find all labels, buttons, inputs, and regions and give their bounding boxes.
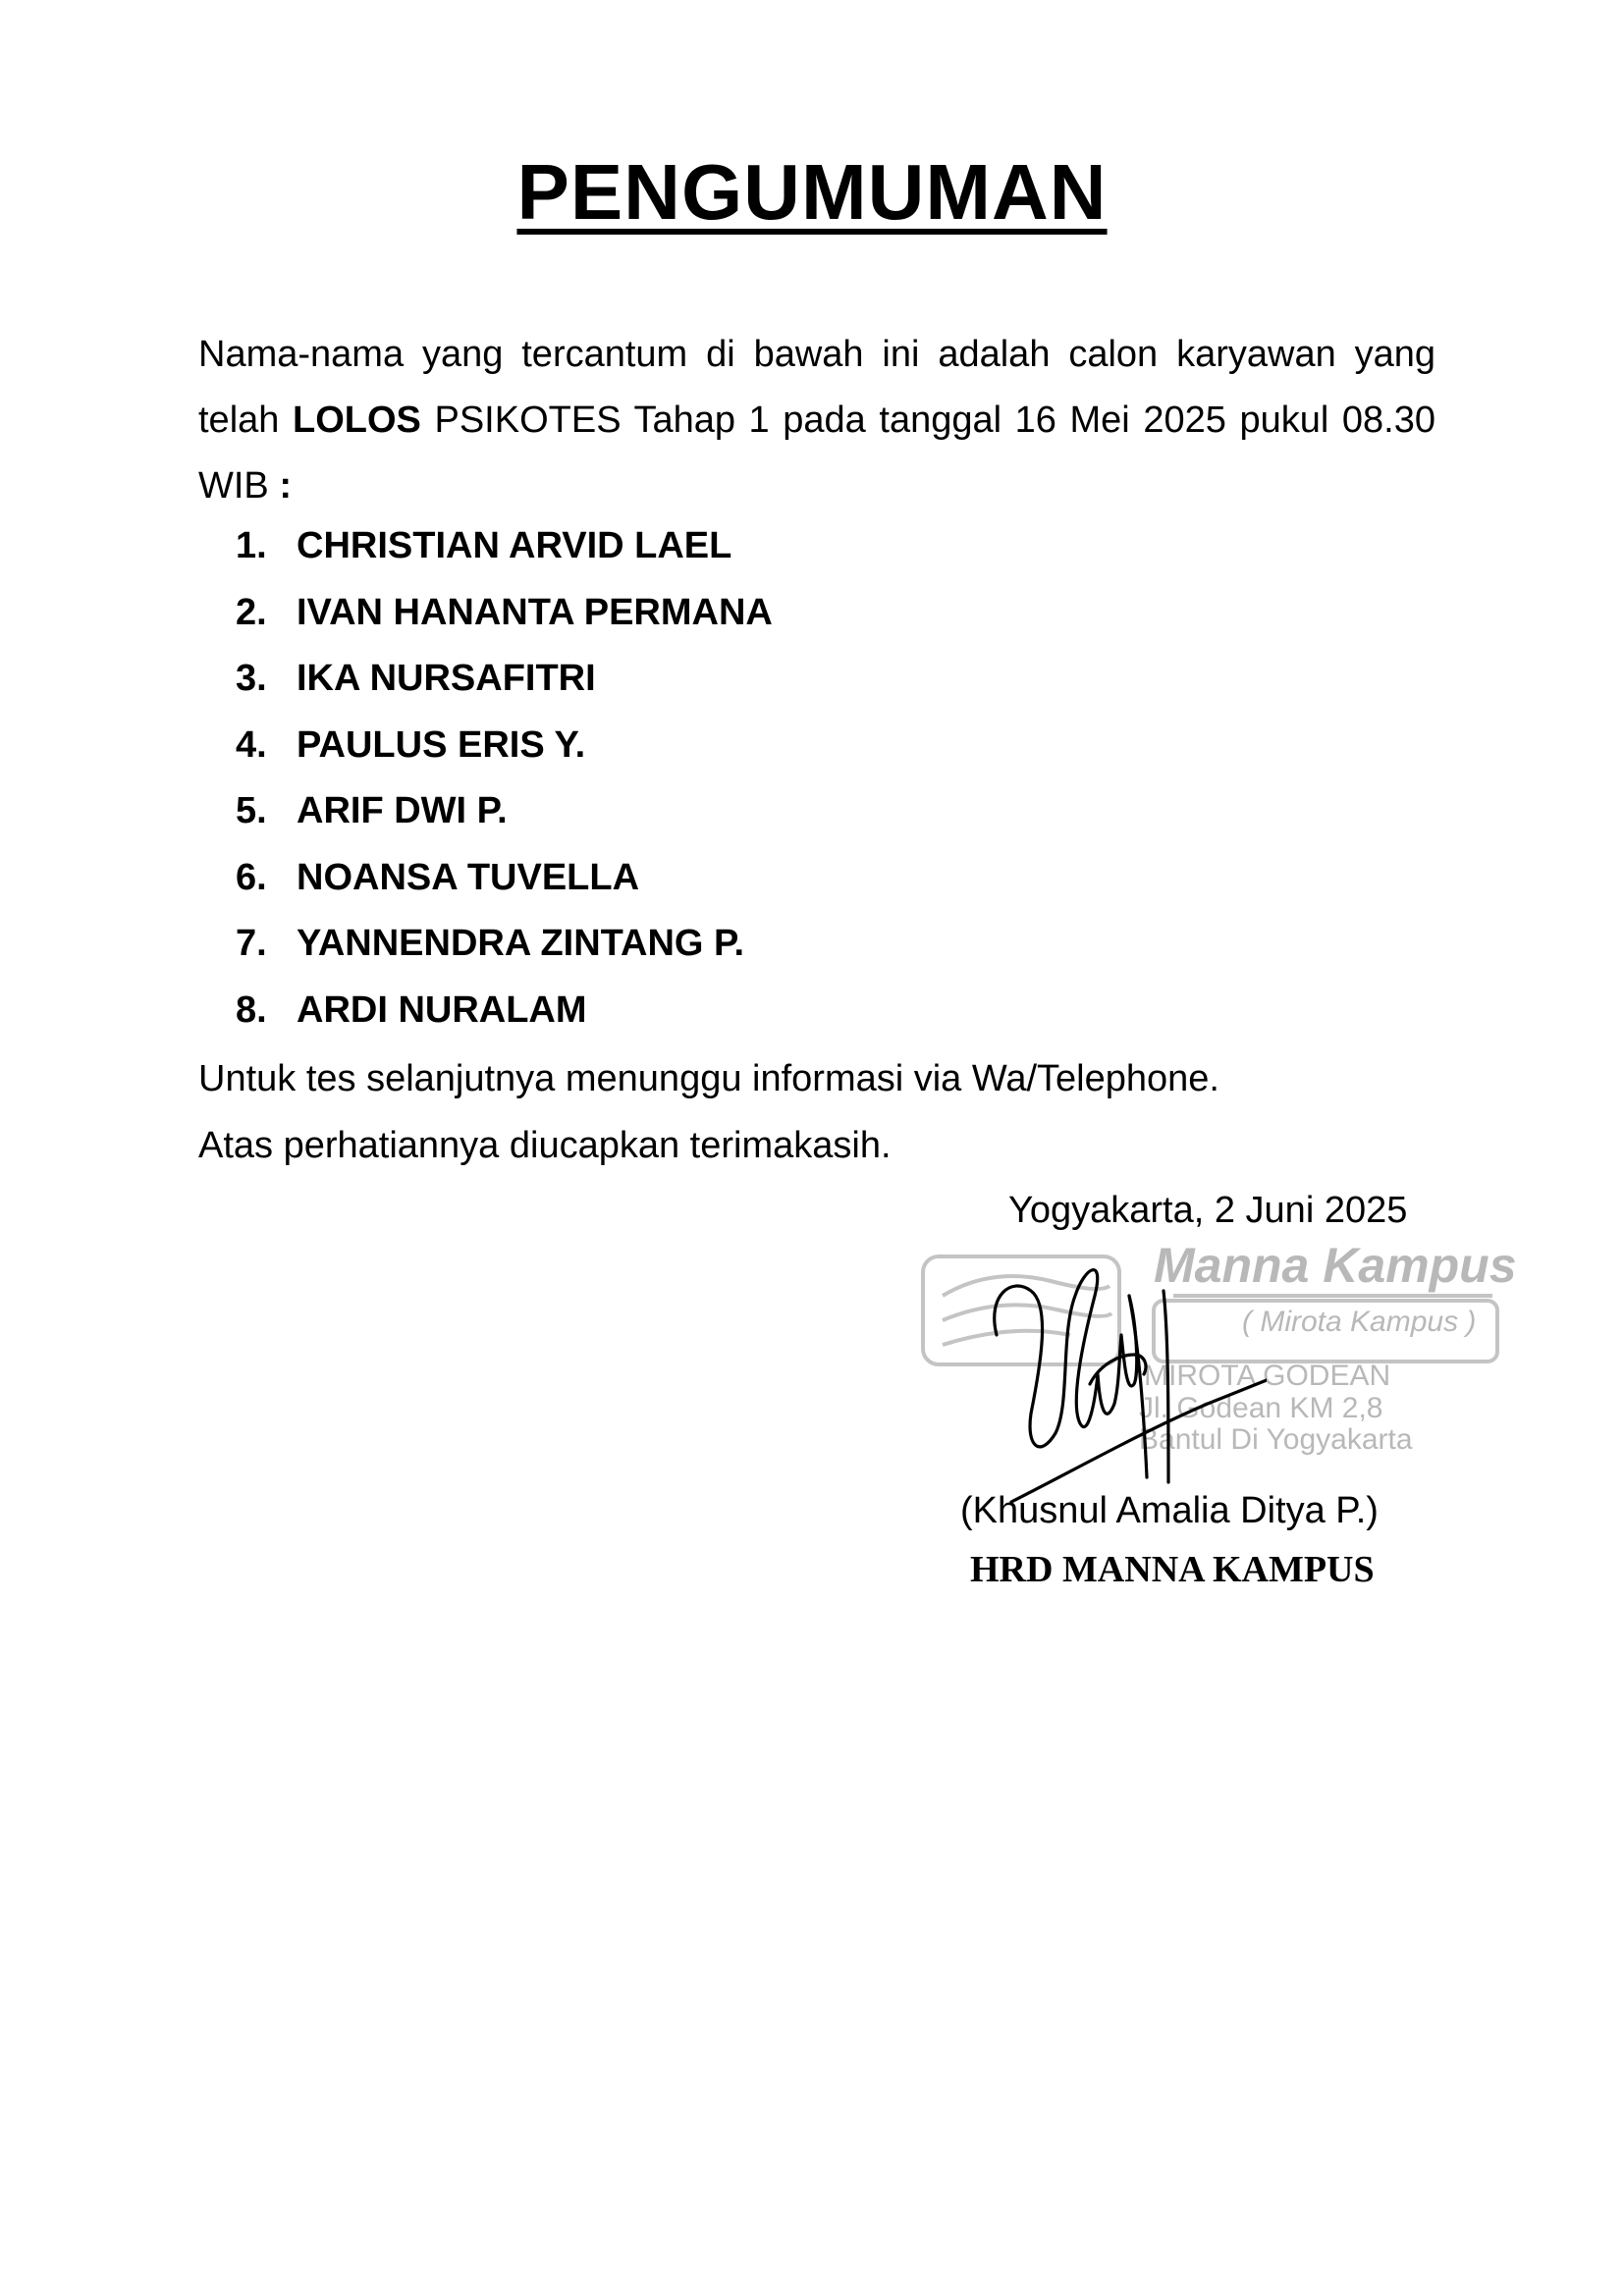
stamp-line-3: Bantul Di Yogyakarta xyxy=(1139,1423,1413,1456)
page-title: PENGUMUMAN xyxy=(516,148,1108,236)
intro-paragraph xyxy=(198,322,1435,519)
list-item xyxy=(236,778,773,845)
list-number: 5. xyxy=(236,790,267,831)
intro-colon: : xyxy=(279,465,292,507)
list-number: 8. xyxy=(236,988,267,1031)
candidate-list xyxy=(236,513,773,1043)
list-number: 7. xyxy=(236,923,267,964)
stamp-subtitle: ( Mirota Kampus ) xyxy=(1242,1306,1477,1338)
candidate-name: ARIF DWI P. xyxy=(297,790,508,831)
list-number: 1. xyxy=(236,525,267,566)
list-number: 3. xyxy=(236,658,267,699)
list-item xyxy=(236,646,773,713)
signatory-name: (Khusnul Amalia Ditya P.) xyxy=(960,1490,1379,1531)
list-item xyxy=(236,978,773,1044)
candidate-name: CHRISTIAN ARVID LAEL xyxy=(297,525,732,566)
list-item xyxy=(236,845,773,912)
signatory-position: HRD MANNA KAMPUS xyxy=(970,1549,1375,1590)
list-item xyxy=(236,713,773,779)
thanks-text: Atas perhatiannya diucapkan terimakasih. xyxy=(198,1125,892,1166)
place-date: Yogyakarta, 2 Juni 2025 xyxy=(1008,1190,1408,1231)
list-item xyxy=(236,580,773,647)
next-info-text: Untuk tes selanjutnya menunggu informasi via Wa/Telephone. xyxy=(198,1058,1219,1099)
intro-bold-text: LOLOS xyxy=(293,400,421,441)
handwritten-signature xyxy=(972,1237,1267,1512)
candidate-name: YANNENDRA ZINTANG P. xyxy=(297,923,745,964)
stamp-brand: Manna Kampus xyxy=(1154,1238,1517,1293)
candidate-name: IKA NURSAFITRI xyxy=(297,658,596,699)
candidate-name: ARDI NURALAM xyxy=(297,988,587,1031)
candidate-name: IVAN HANANTA PERMANA xyxy=(297,591,773,633)
stamp-line-2: Jl. Godean KM 2,8 xyxy=(1139,1392,1383,1424)
stamp-line-1: MIROTA GODEAN xyxy=(1144,1360,1391,1392)
list-number: 6. xyxy=(236,856,267,898)
list-number: 4. xyxy=(236,723,267,766)
candidate-name: NOANSA TUVELLA xyxy=(297,856,640,898)
candidate-name: PAULUS ERIS Y. xyxy=(297,723,586,766)
list-number: 2. xyxy=(236,591,267,633)
intro-text-2: PSIKOTES Tahap 1 pada tanggal 16 Mei 2025 pukul 08.30 WIB xyxy=(198,400,1435,507)
list-item xyxy=(236,911,773,978)
intro-text: Nama-nama yang tercantum di bawah ini adalah calon karyawan yang telah xyxy=(198,334,1435,441)
list-item xyxy=(236,513,773,580)
